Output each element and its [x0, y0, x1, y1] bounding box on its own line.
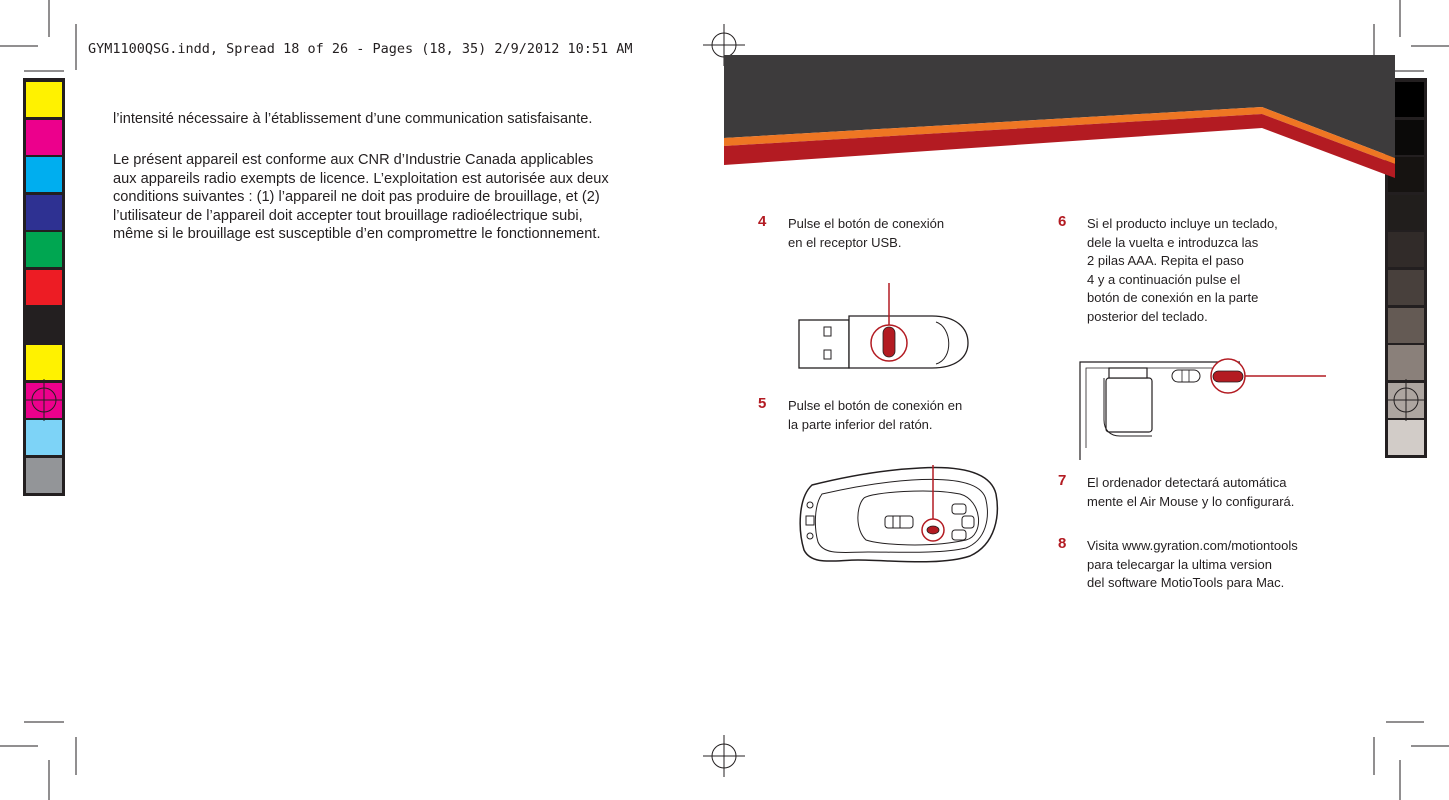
step-line: para telecargar la ultima version [1087, 556, 1272, 572]
french-paragraph-1: l’intensité nécessaire à l’établissement d’une communication satisfaisante. [113, 111, 593, 127]
step-line: en el receptor USB. [788, 234, 902, 250]
step-line: 2 pilas AAA. Repita el paso [1087, 253, 1244, 269]
french-line: l’utilisateur de l’appareil doit accepter tout brouillage radioélectrique subi, [113, 207, 583, 224]
step-line: Pulse el botón de conexión en [788, 398, 963, 413]
step-4-number: 4 [758, 213, 767, 230]
french-line: conditions suivantes : (1) l’appareil ne doit pas produire de brouillage, et (2) [113, 189, 600, 205]
french-line: Le présent appareil est conforme aux CNR d’Industrie Canada applicables [113, 152, 594, 168]
step-8-number: 8 [1058, 535, 1067, 552]
step-line: Si el producto incluye un teclado, [1087, 216, 1278, 231]
step-line: Pulse el botón de conexión [788, 216, 945, 231]
step-line: posterior del teclado. [1087, 308, 1208, 324]
step-7-number: 7 [1058, 472, 1067, 489]
step-line: del software MotioTools para Mac. [1087, 575, 1285, 591]
step-6-number: 6 [1058, 213, 1067, 230]
step-8-text [1087, 537, 1298, 593]
file-slug: GYM1100QSG.indd, Spread 18 of 26 - Pages (18, 35) 2/9/2012 10:51 AM [88, 41, 633, 57]
step-line: la parte inferior del ratón. [788, 416, 933, 432]
step-line: dele la vuelta e introduzca las [1087, 234, 1259, 250]
step-line: mente el Air Mouse y lo configurará. [1087, 493, 1295, 509]
step-line: Visita www.gyration.com/motiontools [1087, 538, 1298, 553]
french-line: même si le brouillage est susceptible d’en compromettre le fonctionnement. [113, 226, 601, 242]
french-line: aux appareils radio exempts de licence. L’exploitation est autorisée aux deux [113, 170, 609, 187]
step-line: 4 y a continuación pulse el [1087, 271, 1241, 287]
step-line: El ordenador detectará automática [1087, 475, 1287, 490]
step-line: botón de conexión en la parte [1087, 290, 1259, 306]
step-5-number: 5 [758, 395, 767, 412]
step-7-text [1087, 474, 1294, 511]
